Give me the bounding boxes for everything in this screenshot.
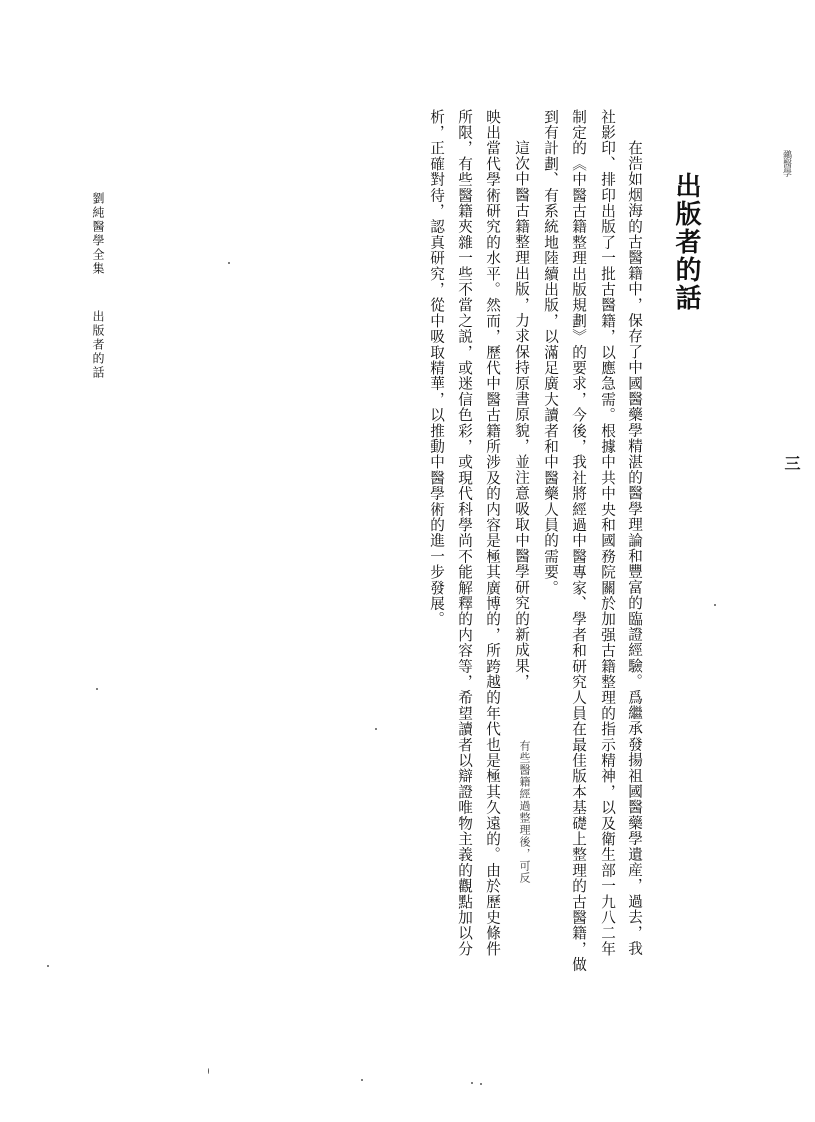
scan-speck	[375, 728, 377, 730]
spine-section-title: 出版者的話	[91, 310, 105, 380]
scan-speck	[714, 604, 716, 606]
text-line: 在浩如烟海的古醫籍中，保存了中國醫藥學精湛的醫學理論和豐富的臨證經驗。爲繼承發揚祖國醫藥學遺産，過去，我	[626, 140, 643, 957]
scan-speck	[208, 1068, 209, 1074]
text-line: 析，正確對待，認真研究，從中吸取精華，以推動中醫學術的進一步發展。	[428, 109, 445, 628]
scan-speck	[47, 965, 49, 967]
page-title: 出版者的話	[671, 172, 701, 312]
handwritten-note: 有些醫籍經過整理後，可反	[518, 740, 531, 884]
spine-collection-title: 劉純醫學全集	[91, 192, 105, 276]
text-line: 這次中醫古籍整理出版，力求保持原書原貌，並注意吸取中醫學研究的新成果，	[513, 140, 530, 690]
scan-speck	[480, 1083, 482, 1085]
text-line: 所限，有些醫籍夾雜一些不當之説，或迷信色彩，或現代科學尚不能解釋的内容等，希望讀者以辯證唯物主義的觀點加以分	[456, 109, 473, 957]
scan-speck	[96, 688, 98, 690]
text-line: 社影印、排印出版了一批古醫籍，以應急需。根據中共中央和國務院關於加强古籍整理的指示精神，以及衛生部一九八二年	[599, 109, 616, 957]
scan-speck	[361, 1079, 363, 1081]
text-line: 制定的《中醫古籍整理出版規劃》的要求，今後，我社將經過中醫專家、學者和研究人員在最佳版本基礎上整理的古醫籍，做	[570, 109, 587, 973]
text-line: 映出當代學術研究的水平。然而，歷代中醫古籍所涉及的内容是極其廣博的，所跨越的年代也是極其久遠的。由於歷史條件	[484, 109, 501, 957]
text-line: 到有計劃、有系統地陸續出版，以滿足廣大讀者和中醫藥人員的需要。	[542, 109, 559, 596]
scan-speck	[471, 1082, 473, 1084]
corner-mark: 鶸醫學	[781, 150, 791, 177]
scan-speck	[228, 262, 230, 264]
page-number: 三	[782, 455, 801, 471]
